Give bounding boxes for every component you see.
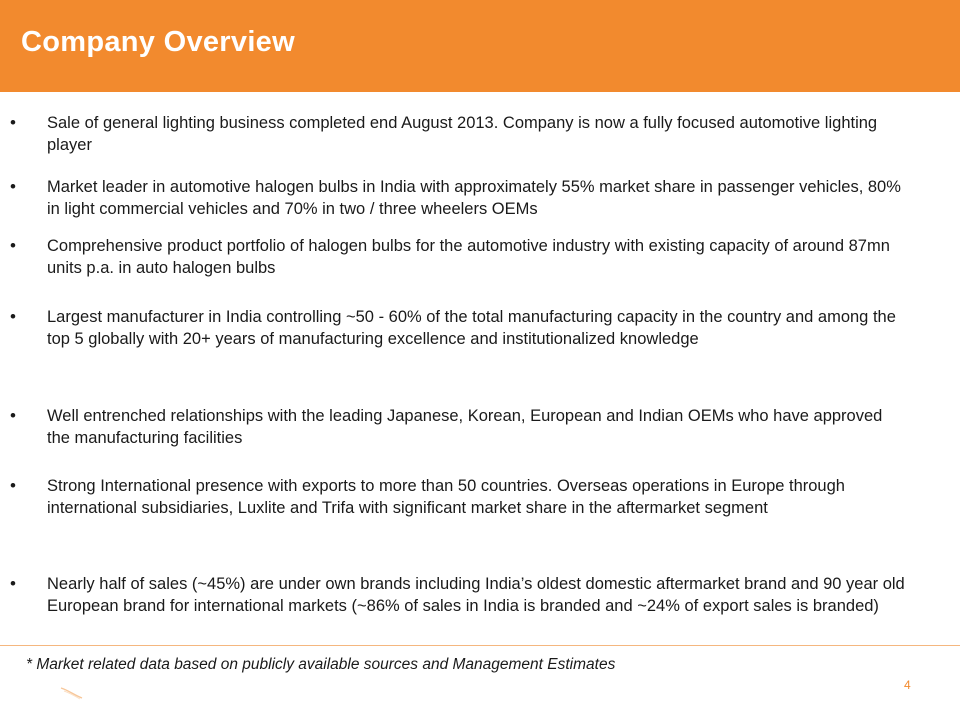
bullet-text: Comprehensive product portfolio of halogen bulbs for the automotive industry with existing capacity of around 87mn units p.a. in auto halogen bulbs: [47, 237, 890, 277]
logo-swoosh-icon: [60, 686, 90, 700]
bullet-marker: •: [10, 236, 16, 255]
bullet-text: Well entrenched relationships with the leading Japanese, Korean, European and Indian OEMs who have approved the manufacturing facilities: [47, 407, 883, 447]
bullet-marker: •: [10, 307, 16, 326]
bullet-marker: •: [10, 177, 16, 196]
footnote: * Market related data based on publicly available sources and Management Estimates: [26, 656, 616, 673]
bullet-text: Largest manufacturer in India controlling ~50 - 60% of the total manufacturing capacity in the country and among the top 5 globally with 20+ years of manufacturing excellence and institutionalized knowledge: [47, 308, 896, 348]
bullet-text: Sale of general lighting business completed end August 2013. Company is now a fully focused automotive lighting player: [47, 114, 878, 154]
bullet-marker: •: [10, 574, 16, 593]
slide-title: Company Overview: [21, 26, 295, 58]
bullet-text: Strong International presence with exports to more than 50 countries. Overseas operations in Europe through international subsidiaries, Luxlite and Trifa with significant market share in the aftermarket segment: [47, 477, 845, 517]
bullet-marker: •: [10, 113, 16, 132]
page-number: 4: [904, 678, 911, 692]
bullet-text: Nearly half of sales (~45%) are under own brands including India’s oldest domestic aftermarket brand and 90 year old European brand for international markets (~86% of sales in India is branded and ~24% of export sales is branded): [47, 575, 905, 615]
footer-divider: [0, 645, 960, 646]
bullet-text: Market leader in automotive halogen bulbs in India with approximately 55% market share in passenger vehicles, 80% in light commercial vehicles and 70% in two / three wheelers OEMs: [47, 178, 901, 218]
bullet-marker: •: [10, 476, 16, 495]
bullet-marker: •: [10, 406, 16, 425]
